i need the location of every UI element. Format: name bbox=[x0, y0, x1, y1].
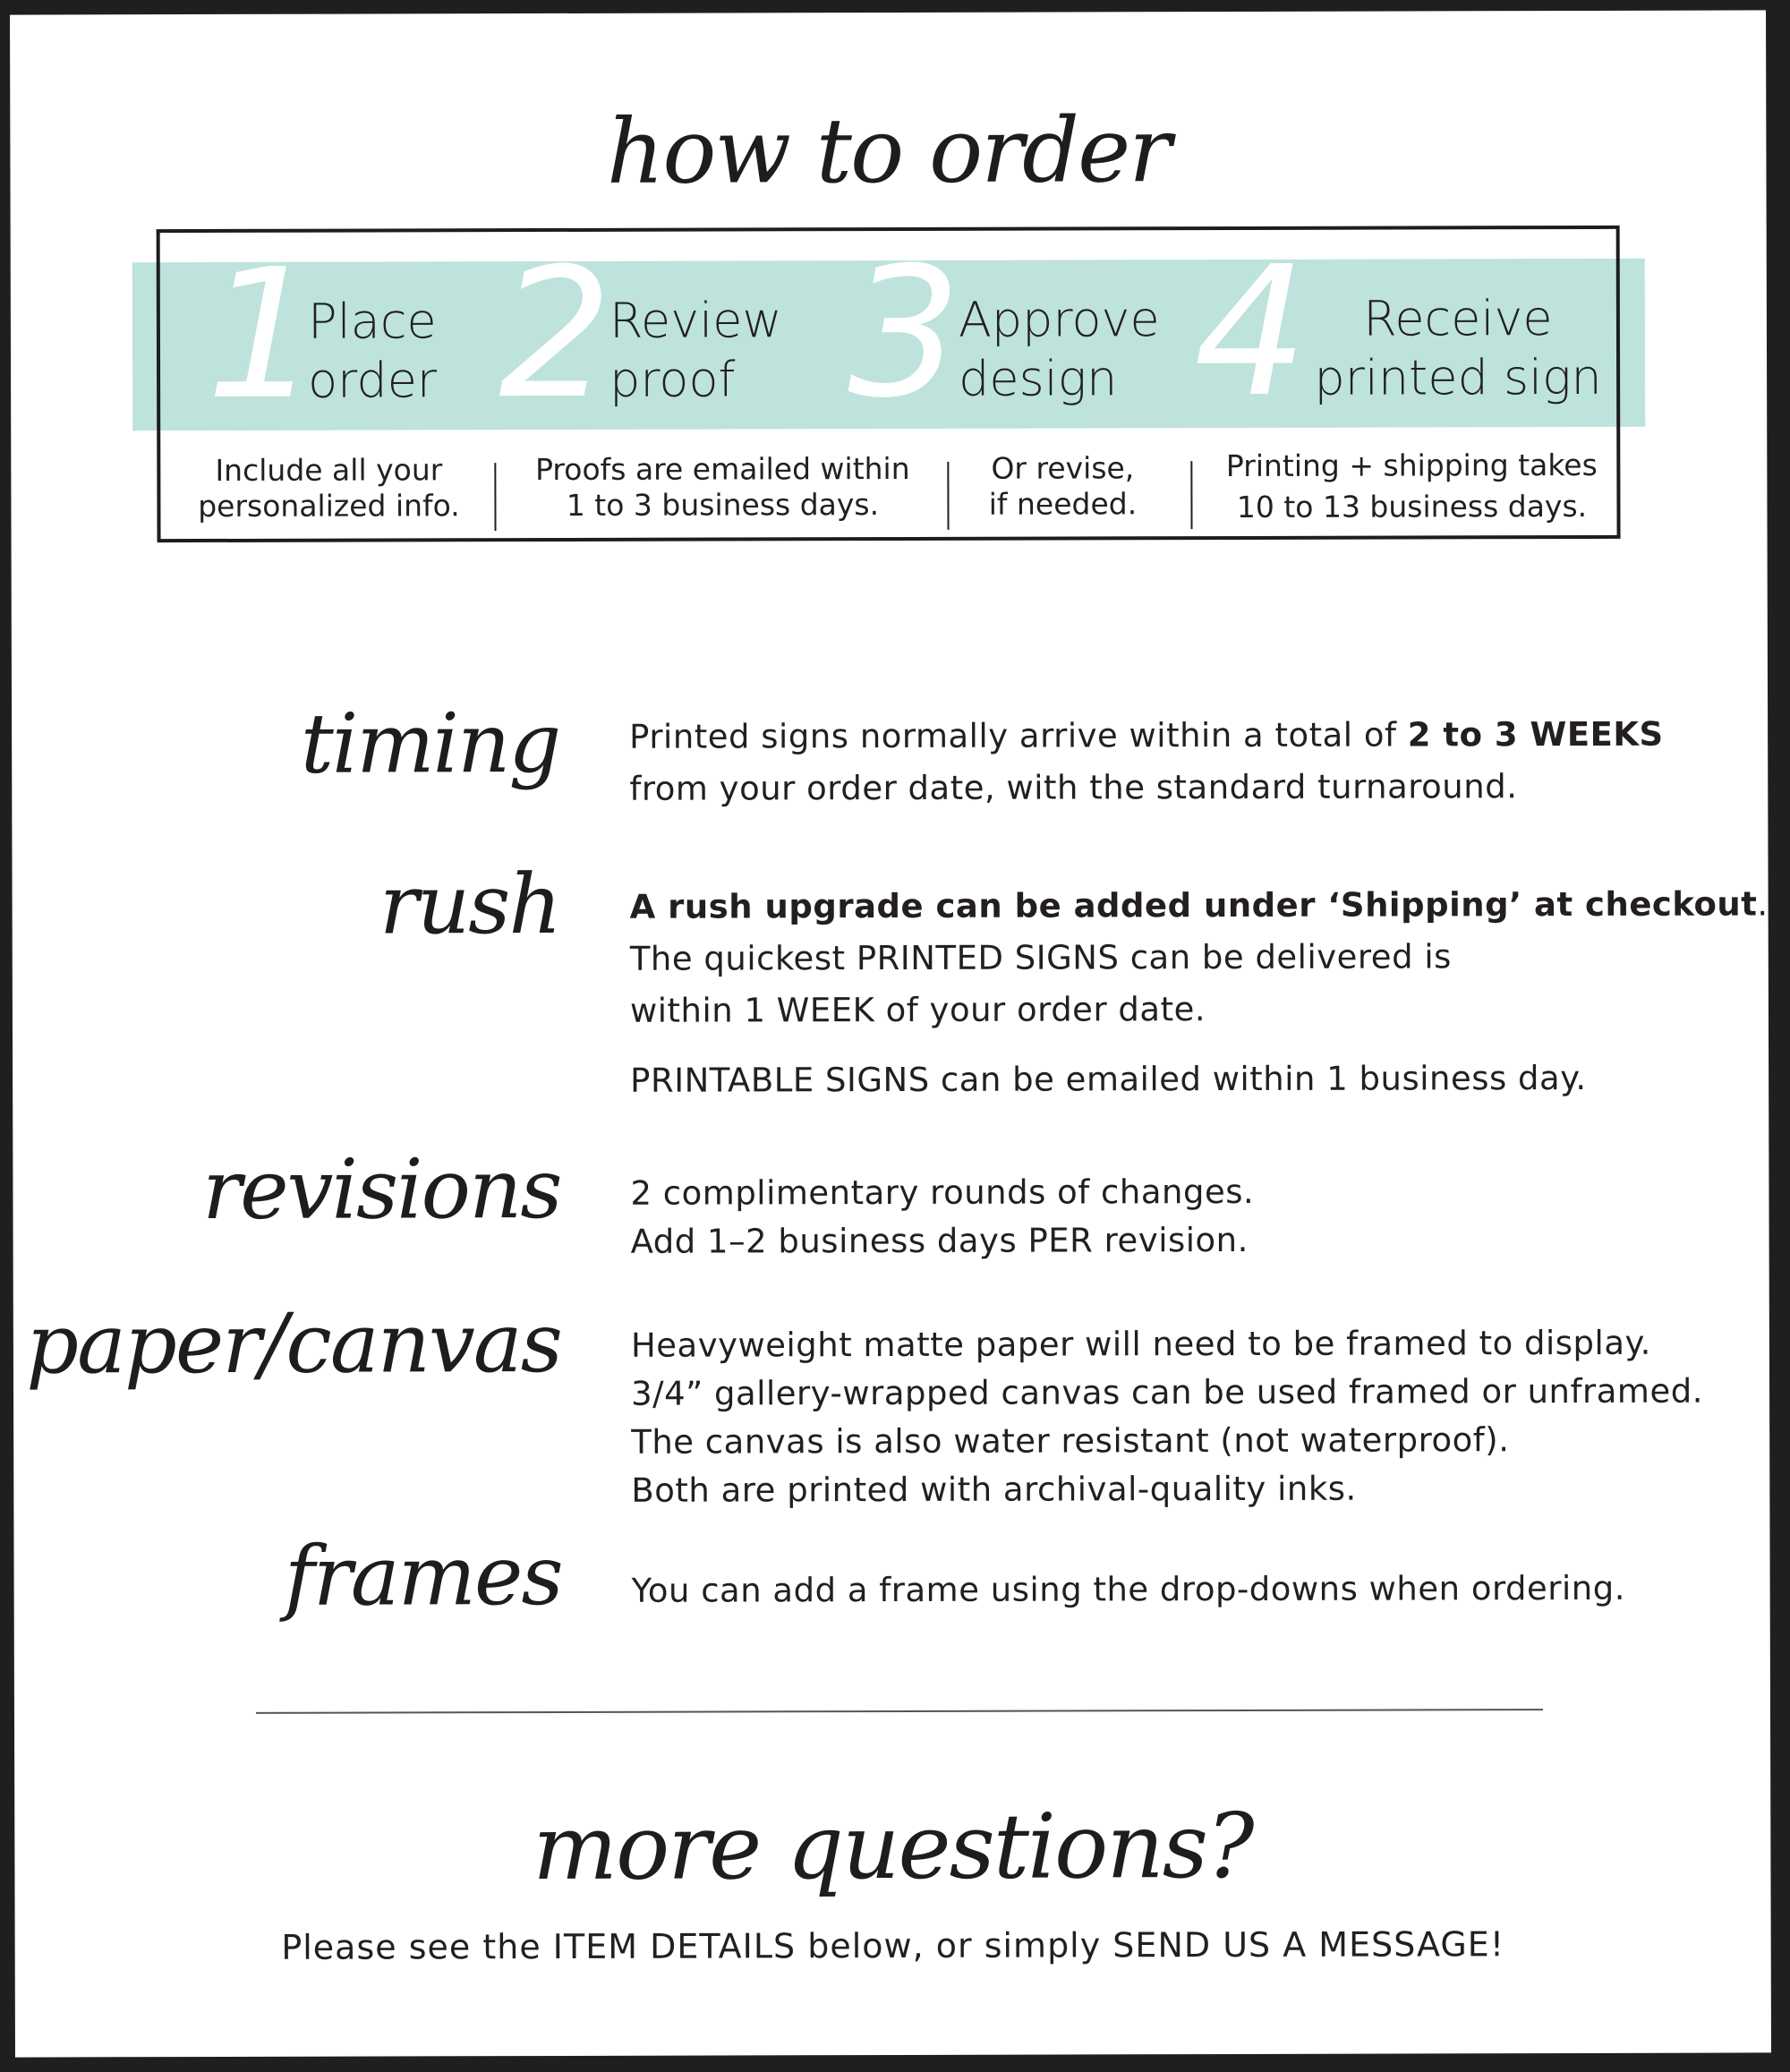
section-body-timing: Printed signs normally arrive within a total of 2 to 3 WEEKS from your order date, with the standard turnaround. bbox=[629, 714, 1664, 808]
page-title: how to order bbox=[606, 98, 1171, 204]
section-label-paper-canvas: paper/canvas bbox=[26, 1294, 562, 1393]
step-1 bbox=[205, 230, 510, 439]
step-title: Place order bbox=[308, 293, 438, 409]
step-number: 3 bbox=[847, 228, 962, 439]
step-divider bbox=[494, 463, 496, 531]
section-body-revisions: 2 complimentary rounds of changes. Add 1–2 business days PER revision. bbox=[630, 1172, 1255, 1261]
step-number: 1 bbox=[205, 230, 320, 439]
step-number: 4 bbox=[1193, 227, 1308, 438]
step-title: Receive printed sign bbox=[1314, 290, 1602, 406]
horizontal-divider bbox=[256, 1709, 1543, 1714]
step-divider bbox=[947, 462, 949, 530]
step-title: Review proof bbox=[609, 292, 782, 408]
section-body-rush: A rush upgrade can be added under ‘Shipping’ at checkout. The quickest PRINTED SIGNS can be delivered is within 1 WEEK of your order date. PRINTABLE SIGNS can be emailed within 1 business day. bbox=[629, 884, 1769, 1100]
step-2-description: Proofs are emailed within 1 to 3 business days. bbox=[535, 450, 910, 523]
section-label-frames: frames bbox=[284, 1527, 562, 1624]
section-label-revisions: revisions bbox=[202, 1140, 561, 1239]
section-body-paper-canvas: Heavyweight matte paper will need to be framed to display. 3/4” gallery-wrapped canvas can be used framed or unframed. The canvas is also water resistant (not waterproof). Both are printed with archival-quality inks. bbox=[630, 1323, 1703, 1510]
step-4-description: Printing + shipping takes 10 to 13 business days. bbox=[1225, 447, 1598, 524]
section-label-rush: rush bbox=[379, 856, 560, 953]
step-2 bbox=[498, 229, 821, 439]
step-1-description: Include all your personalized info. bbox=[198, 452, 460, 524]
step-4 bbox=[1193, 227, 1624, 438]
step-number: 2 bbox=[498, 229, 613, 439]
step-divider bbox=[1190, 461, 1192, 529]
step-3-description: Or revise, if needed. bbox=[988, 450, 1138, 522]
footer-text: Please see the ITEM DETAILS below, or simply SEND US A MESSAGE! bbox=[281, 1924, 1505, 1967]
section-label-timing: timing bbox=[300, 695, 560, 792]
step-title: Approve design bbox=[958, 291, 1160, 407]
more-questions-title: more questions? bbox=[533, 1793, 1253, 1901]
info-sheet bbox=[10, 10, 1771, 2057]
section-body-frames: You can add a frame using the drop-downs when ordering. bbox=[631, 1568, 1626, 1610]
step-3 bbox=[847, 228, 1170, 439]
